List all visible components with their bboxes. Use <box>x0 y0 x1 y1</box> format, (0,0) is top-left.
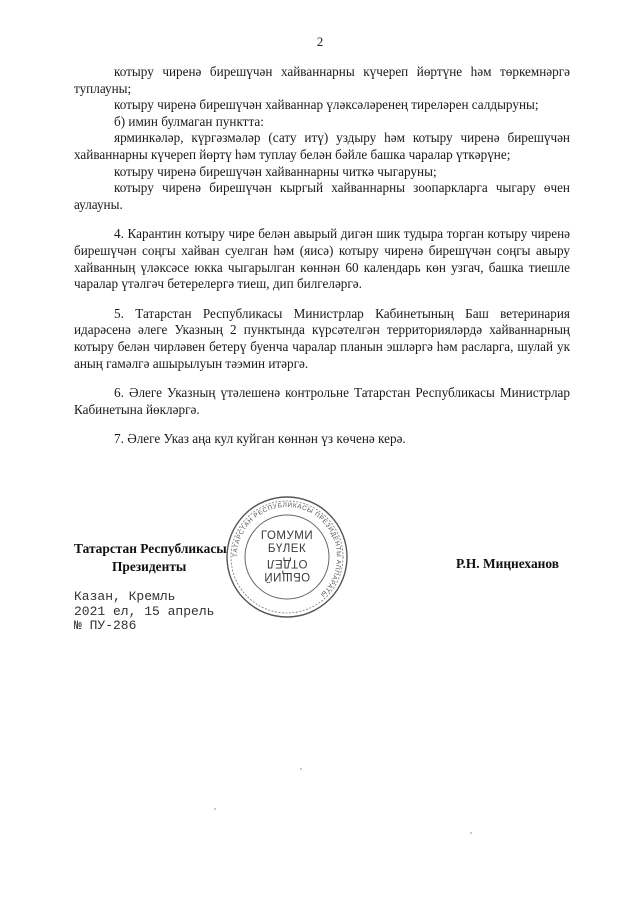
paragraph: котыру чиренә бирешүчән хайваннар үләксәләренең тиреләрен салдыруны; <box>114 97 539 113</box>
decree-number: № ПУ-286 <box>74 618 137 633</box>
scan-speck <box>214 808 216 810</box>
place: Казан, Кремль <box>74 589 176 604</box>
place-date-block <box>74 590 214 634</box>
document-body <box>74 64 570 448</box>
paragraph: б) имин булмаган пунктта: <box>114 113 264 129</box>
paragraph: котыру чиренә бирешүчән кыргый хайваннарны зоопаркларга чыгару өчен аулауны. <box>74 180 570 212</box>
paragraph-item-4: 4. Карантин котыру чире белән авырый дигән шик тудыра торган котыру чиренә бирешүчән соңгы хайван суелган һәм (яисә) котыру чиренә бирешүчән соңгы авыру хайванның үләксәсе юкка чыгарылган көннән 60 календарь көн узгач, башка тиешле чаралар үтәлгәч бетерелергә тиеш, дип билгеләргә. <box>74 226 570 292</box>
paragraph: котыру чиренә бирешүчән хайваннарны читкә чыгаруны; <box>114 163 437 179</box>
seal-line: ГОМУМИ <box>260 530 314 542</box>
paragraph: ярминкәләр, күргәзмәләр (сату итү) уздыру һәм котыру чиренә бирешүчән хайваннарны күчереп йөртү һәм туплау белән бәйле башка чаралар үткәрүне; <box>74 130 570 162</box>
signatory-name: Р.Н. Миңнеханов <box>456 556 559 571</box>
paragraph: котыру чиренә бирешүчән хайваннарны күчереп йөртүне һәм төркемнәргә туплауны; <box>74 64 570 96</box>
signatory-title <box>74 540 227 576</box>
seal-line: ОТДЕЛ <box>266 557 308 569</box>
page-number: 2 <box>316 34 324 49</box>
scan-speck <box>300 768 302 770</box>
scan-speck <box>470 832 472 834</box>
paragraph-item-6: 6. Әлеге Указның үтәлешенә контрольне Татарстан Республикасы Министрлар Кабинетына йөкләргә. <box>74 385 570 417</box>
date: 2021 ел, 15 апрель <box>74 603 215 619</box>
signatory-title-line: Президенты <box>112 559 187 574</box>
seal-line: ОБЩИЙ <box>263 570 311 582</box>
seal-ring-text: ТАТАРСТАН РЕСПУБЛИКАСЫ ПРЕЗИДЕНТЫ АППАРАТЫ <box>231 501 343 599</box>
seal-line: БҮЛЕК <box>267 543 307 555</box>
paragraph-item-5: 5. Татарстан Республикасы Министрлар Кабинетының Баш ветеринария идарәсенә әлеге Указның 2 пунктында күрсәтелгән территорияләрдә хайваннарның котыру белән чирләвен бетерү буенча чаралар планын эшләргә һәм расларга, шулай ук аның гамәлгә ашырылуын тәэмин итәргә. <box>74 305 570 371</box>
seal-center-text <box>257 530 317 582</box>
paragraph-item-7: 7. Әлеге Указ аңа кул куйган көннән үз көченә керә. <box>114 431 406 447</box>
signatory-title-line: Татарстан Республикасы <box>74 541 227 556</box>
